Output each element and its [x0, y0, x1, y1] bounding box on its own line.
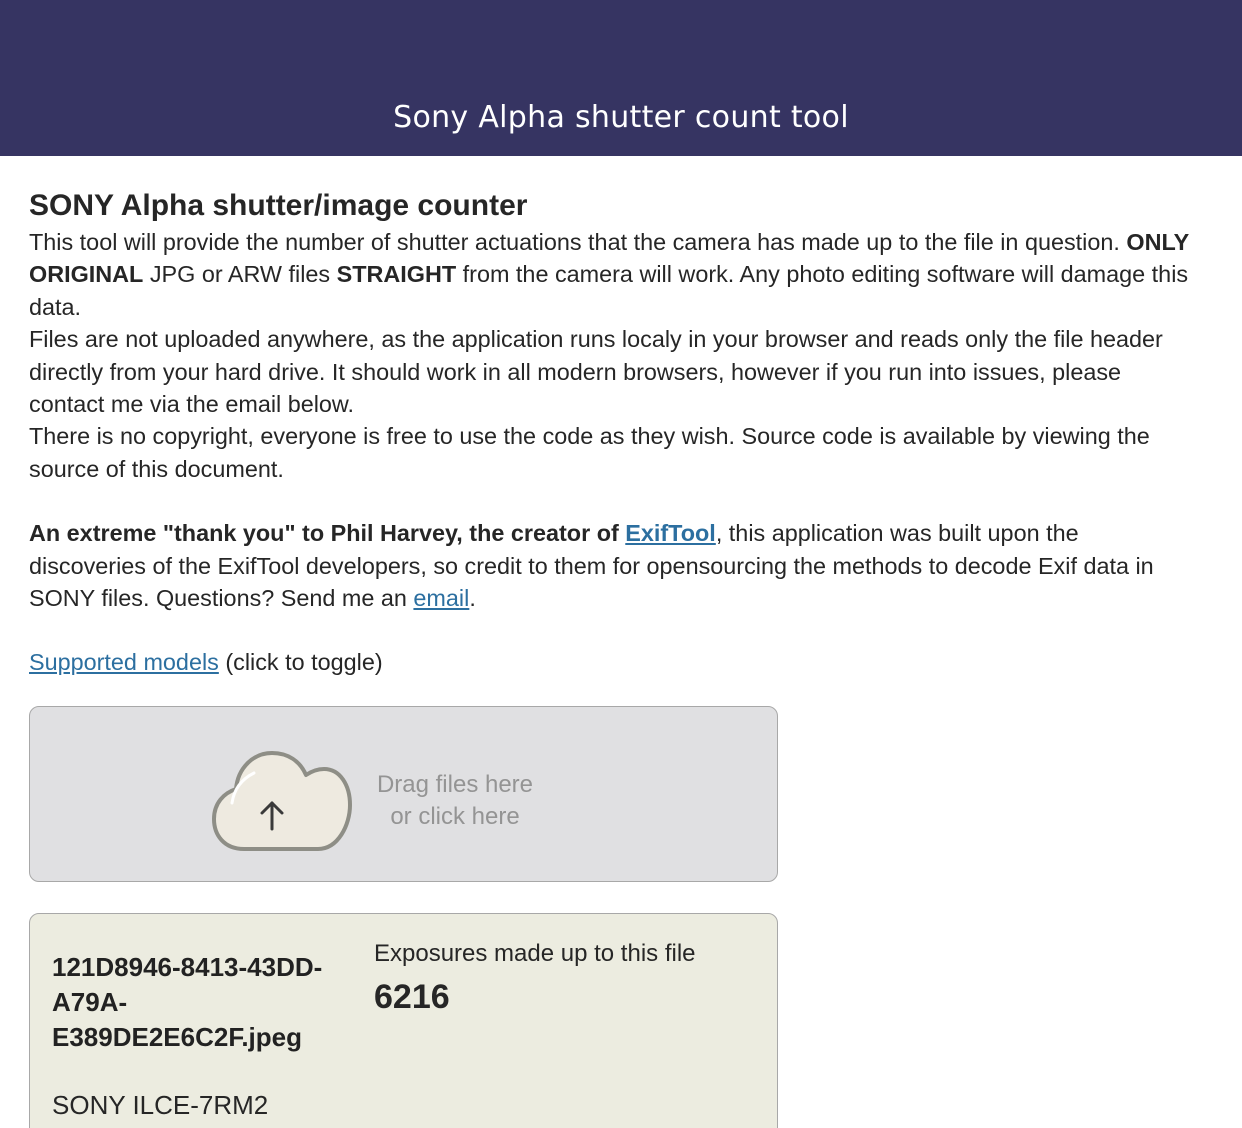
cloud-upload-icon — [212, 749, 352, 853]
supported-models-toggle[interactable]: Supported models — [29, 649, 219, 676]
credits-end: . — [469, 585, 476, 612]
dropzone-instructions — [360, 769, 550, 833]
intro-text-segment: This tool will provide the number of shutter actuations that the camera has made up to the file in question. — [29, 229, 1127, 255]
credits-paragraph — [29, 517, 1189, 614]
supported-models-note: (click to toggle) — [218, 649, 383, 676]
supported-models-row — [29, 646, 1189, 678]
intro-text — [29, 226, 1189, 485]
result-filename: 121D8946-8413-43DD-A79A-E389DE2E6C2F.jpeg — [52, 952, 323, 1052]
main-content — [29, 188, 1189, 678]
intro-paragraph-2: Files are not uploaded anywhere, as the application runs localy in your browser and reads only the file header directly from your hard drive. It should work in all modern browsers, however if you run into issues, please contact me via the email below. — [29, 326, 1163, 418]
exiftool-link[interactable]: ExifTool — [625, 520, 716, 547]
intro-paragraph-3: There is no copyright, everyone is free to use the code as they wish. Source code is available by viewing the source of this document. — [29, 423, 1150, 482]
app-header — [0, 0, 1242, 156]
result-card — [29, 913, 778, 1128]
intro-emphasis-straight: STRAIGHT — [336, 261, 457, 288]
credits-bold-text: An extreme "thank you" to Phil Harvey, the creator of — [29, 520, 626, 547]
dropzone-line-2: or click here — [390, 803, 520, 830]
main-heading: SONY Alpha shutter/image counter — [29, 189, 528, 222]
intro-paragraph-1 — [29, 226, 1189, 323]
credits-text: , this application was built upon the discoveries of the ExifTool developers, so credit to them for opensourcing the methods to decode Exif data in SONY files. Questions? Send me an — [29, 520, 1154, 612]
exposures-count: 6216 — [374, 978, 450, 1016]
intro-text-segment: from the camera will work. Any photo editing software will damage this data. — [29, 261, 1189, 320]
camera-model: SONY ILCE-7RM2 — [52, 1090, 269, 1120]
intro-emphasis-original: ONLY ORIGINAL — [29, 229, 1189, 288]
page-title: Sony Alpha shutter count tool — [393, 100, 849, 135]
dropzone-line-1: Drag files here — [376, 771, 534, 798]
email-link[interactable]: email — [413, 585, 470, 612]
exposures-label: Exposures made up to this file — [374, 940, 696, 967]
file-dropzone[interactable] — [29, 706, 778, 882]
intro-text-segment: JPG or ARW files — [143, 261, 337, 288]
